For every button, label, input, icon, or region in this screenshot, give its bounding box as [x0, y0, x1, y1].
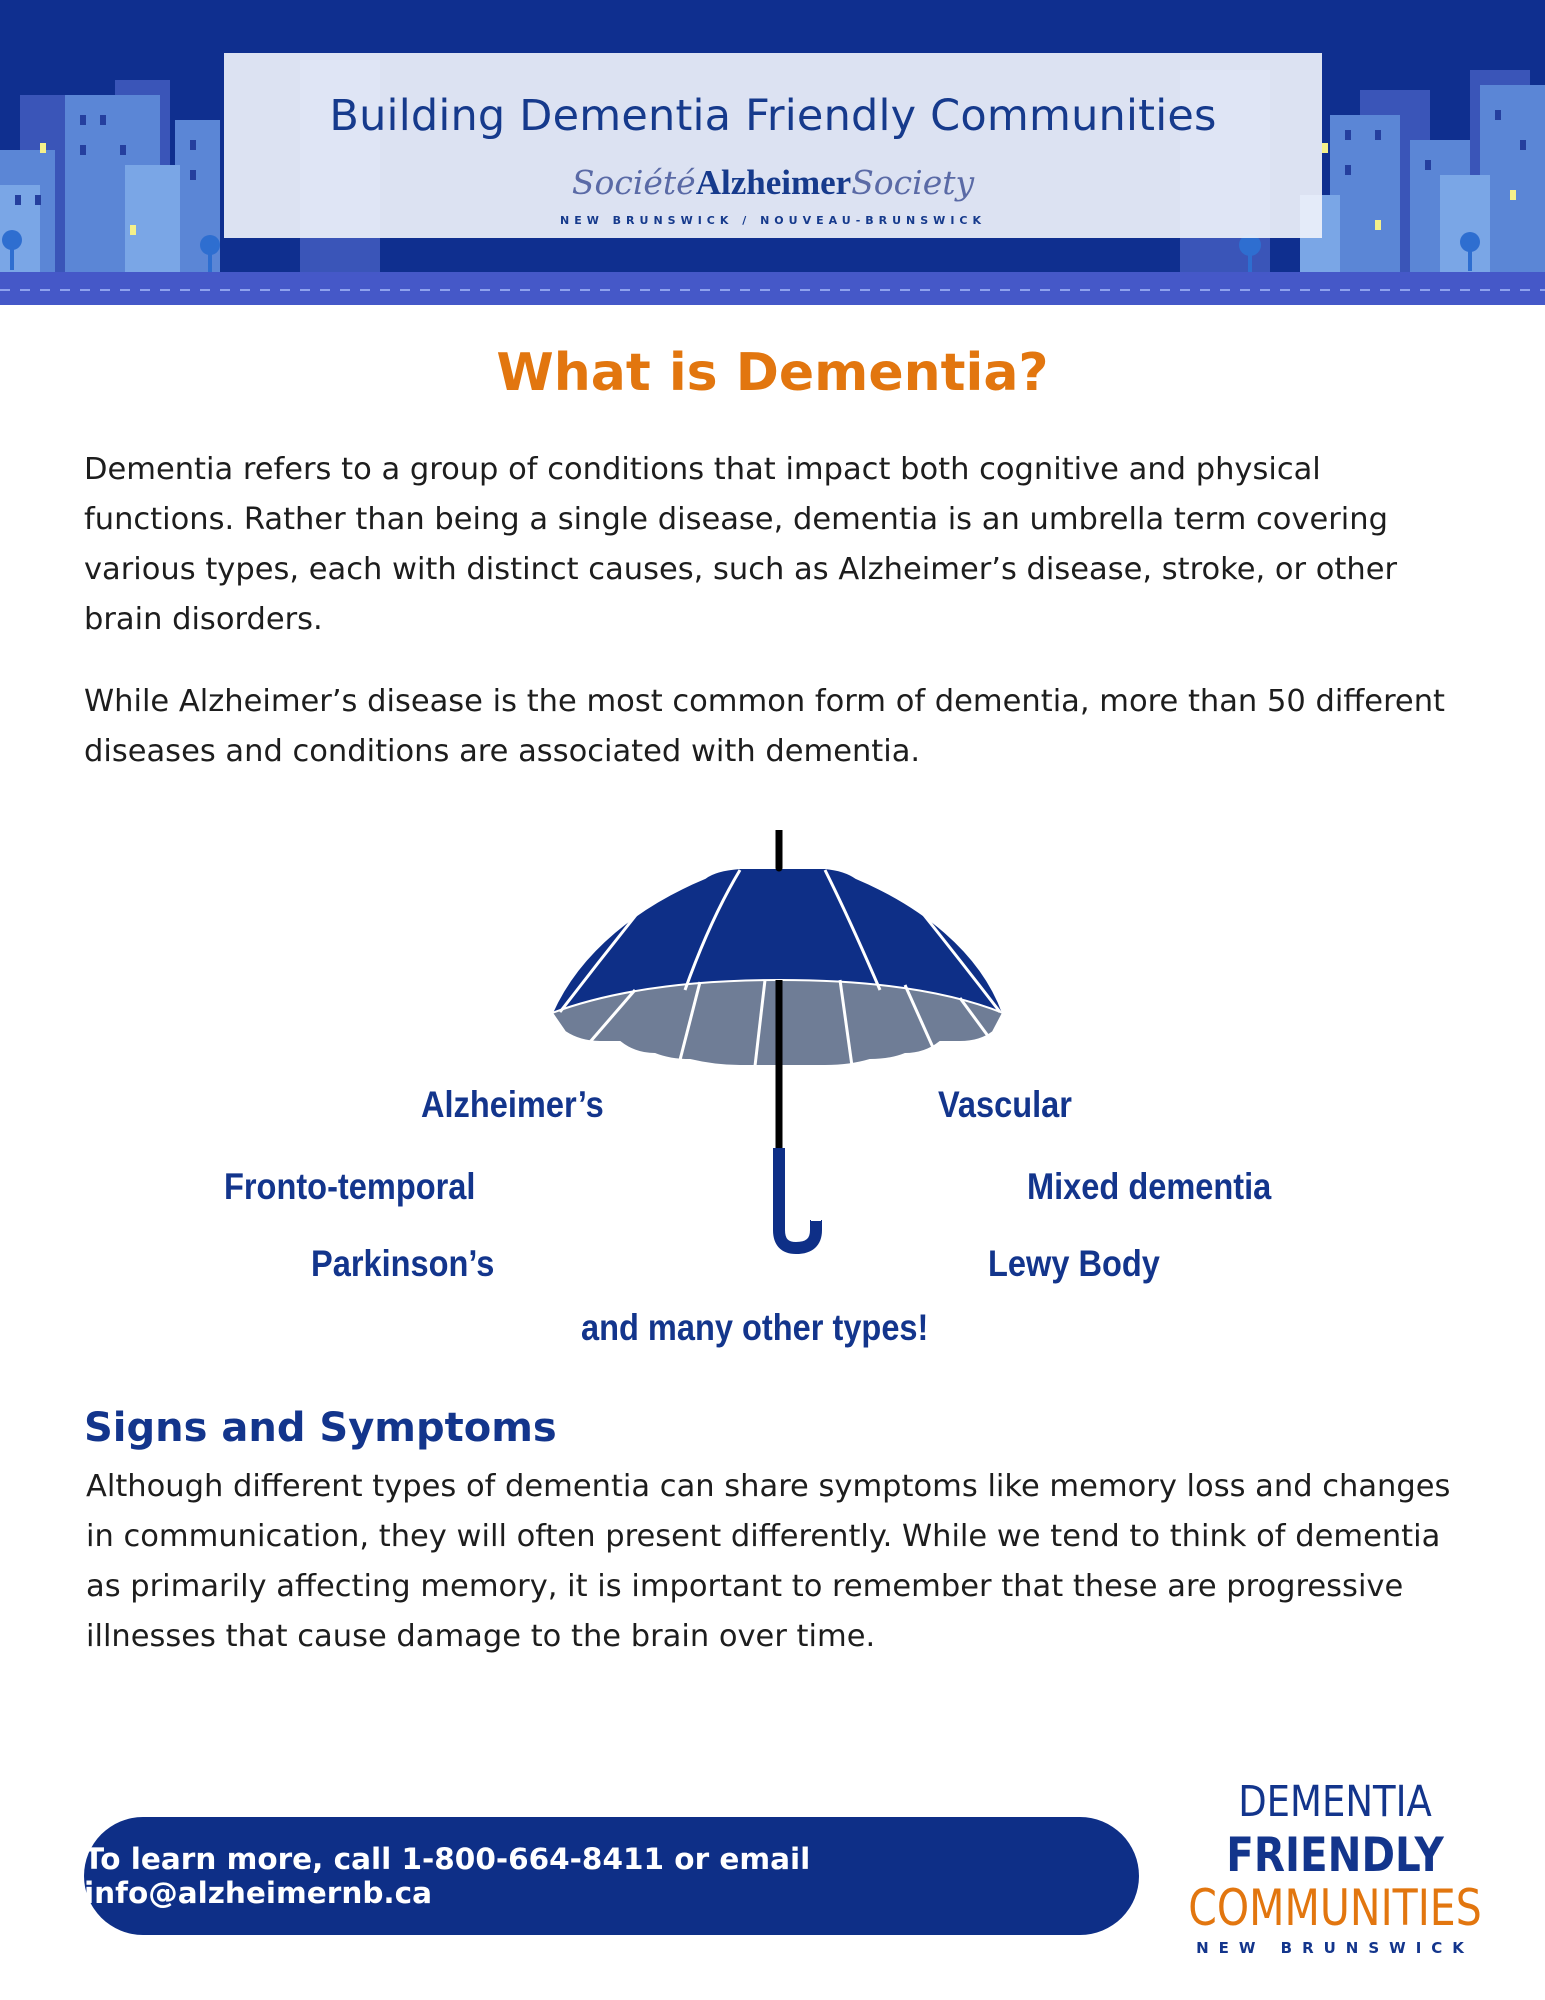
type-lewy-body: Lewy Body	[988, 1243, 1160, 1284]
intro-paragraph: Dementia refers to a group of conditions that impact both cognitive and physical functions. Rather than being a single disease, dementia is an umbrella term covering various types, each with distinct causes, such as Alzheimer’s disease, stroke, or other brain disorders.	[84, 452, 1398, 637]
signs-paragraph: Although different types of dementia can share symptoms like memory loss and changes in communication, they will often present differently. While we tend to think of dementia as primarily affecting memory, it is important to remember that these are progressive illnesses that cause damage to the brain over time.	[86, 1469, 1451, 1654]
logo-line-communities: COMMUNITIES	[1188, 1879, 1482, 1937]
contact-banner[interactable]: To learn more, call 1-800-664-8411 or email info@alzheimernb.ca	[84, 1817, 1139, 1935]
header-title-box	[224, 53, 1322, 238]
logo-line-new-brunswick: NEW BRUNSWICK	[1196, 1939, 1474, 1957]
province-label: NEW BRUNSWICK / NOUVEAU-BRUNSWICK	[559, 214, 987, 227]
page-title: What is Dementia?	[496, 343, 1049, 403]
type-other: and many other types!	[581, 1307, 929, 1348]
alzheimer-society-logo: SociétéAlzheimerSociety	[571, 163, 975, 202]
header-banner	[0, 0, 1545, 305]
type-vascular: Vascular	[938, 1084, 1072, 1125]
banner-title: Building Dementia Friendly Communities	[329, 91, 1217, 141]
umbrella-illustration	[540, 830, 1020, 1260]
type-alzheimers: Alzheimer’s	[421, 1084, 604, 1125]
logo-line-friendly: FRIENDLY	[1226, 1828, 1444, 1883]
logo-line-dementia: DEMENTIA	[1238, 1777, 1432, 1827]
type-mixed-dementia: Mixed dementia	[1027, 1166, 1272, 1207]
type-parkinsons: Parkinson’s	[311, 1243, 495, 1284]
signs-heading: Signs and Symptoms	[84, 1405, 557, 1451]
dementia-friendly-communities-logo	[1150, 1775, 1520, 1965]
alzheimers-paragraph: While Alzheimer’s disease is the most common form of dementia, more than 50 different diseases and conditions are associated with dementia.	[84, 684, 1445, 769]
type-fronto-temporal: Fronto-temporal	[224, 1166, 476, 1207]
